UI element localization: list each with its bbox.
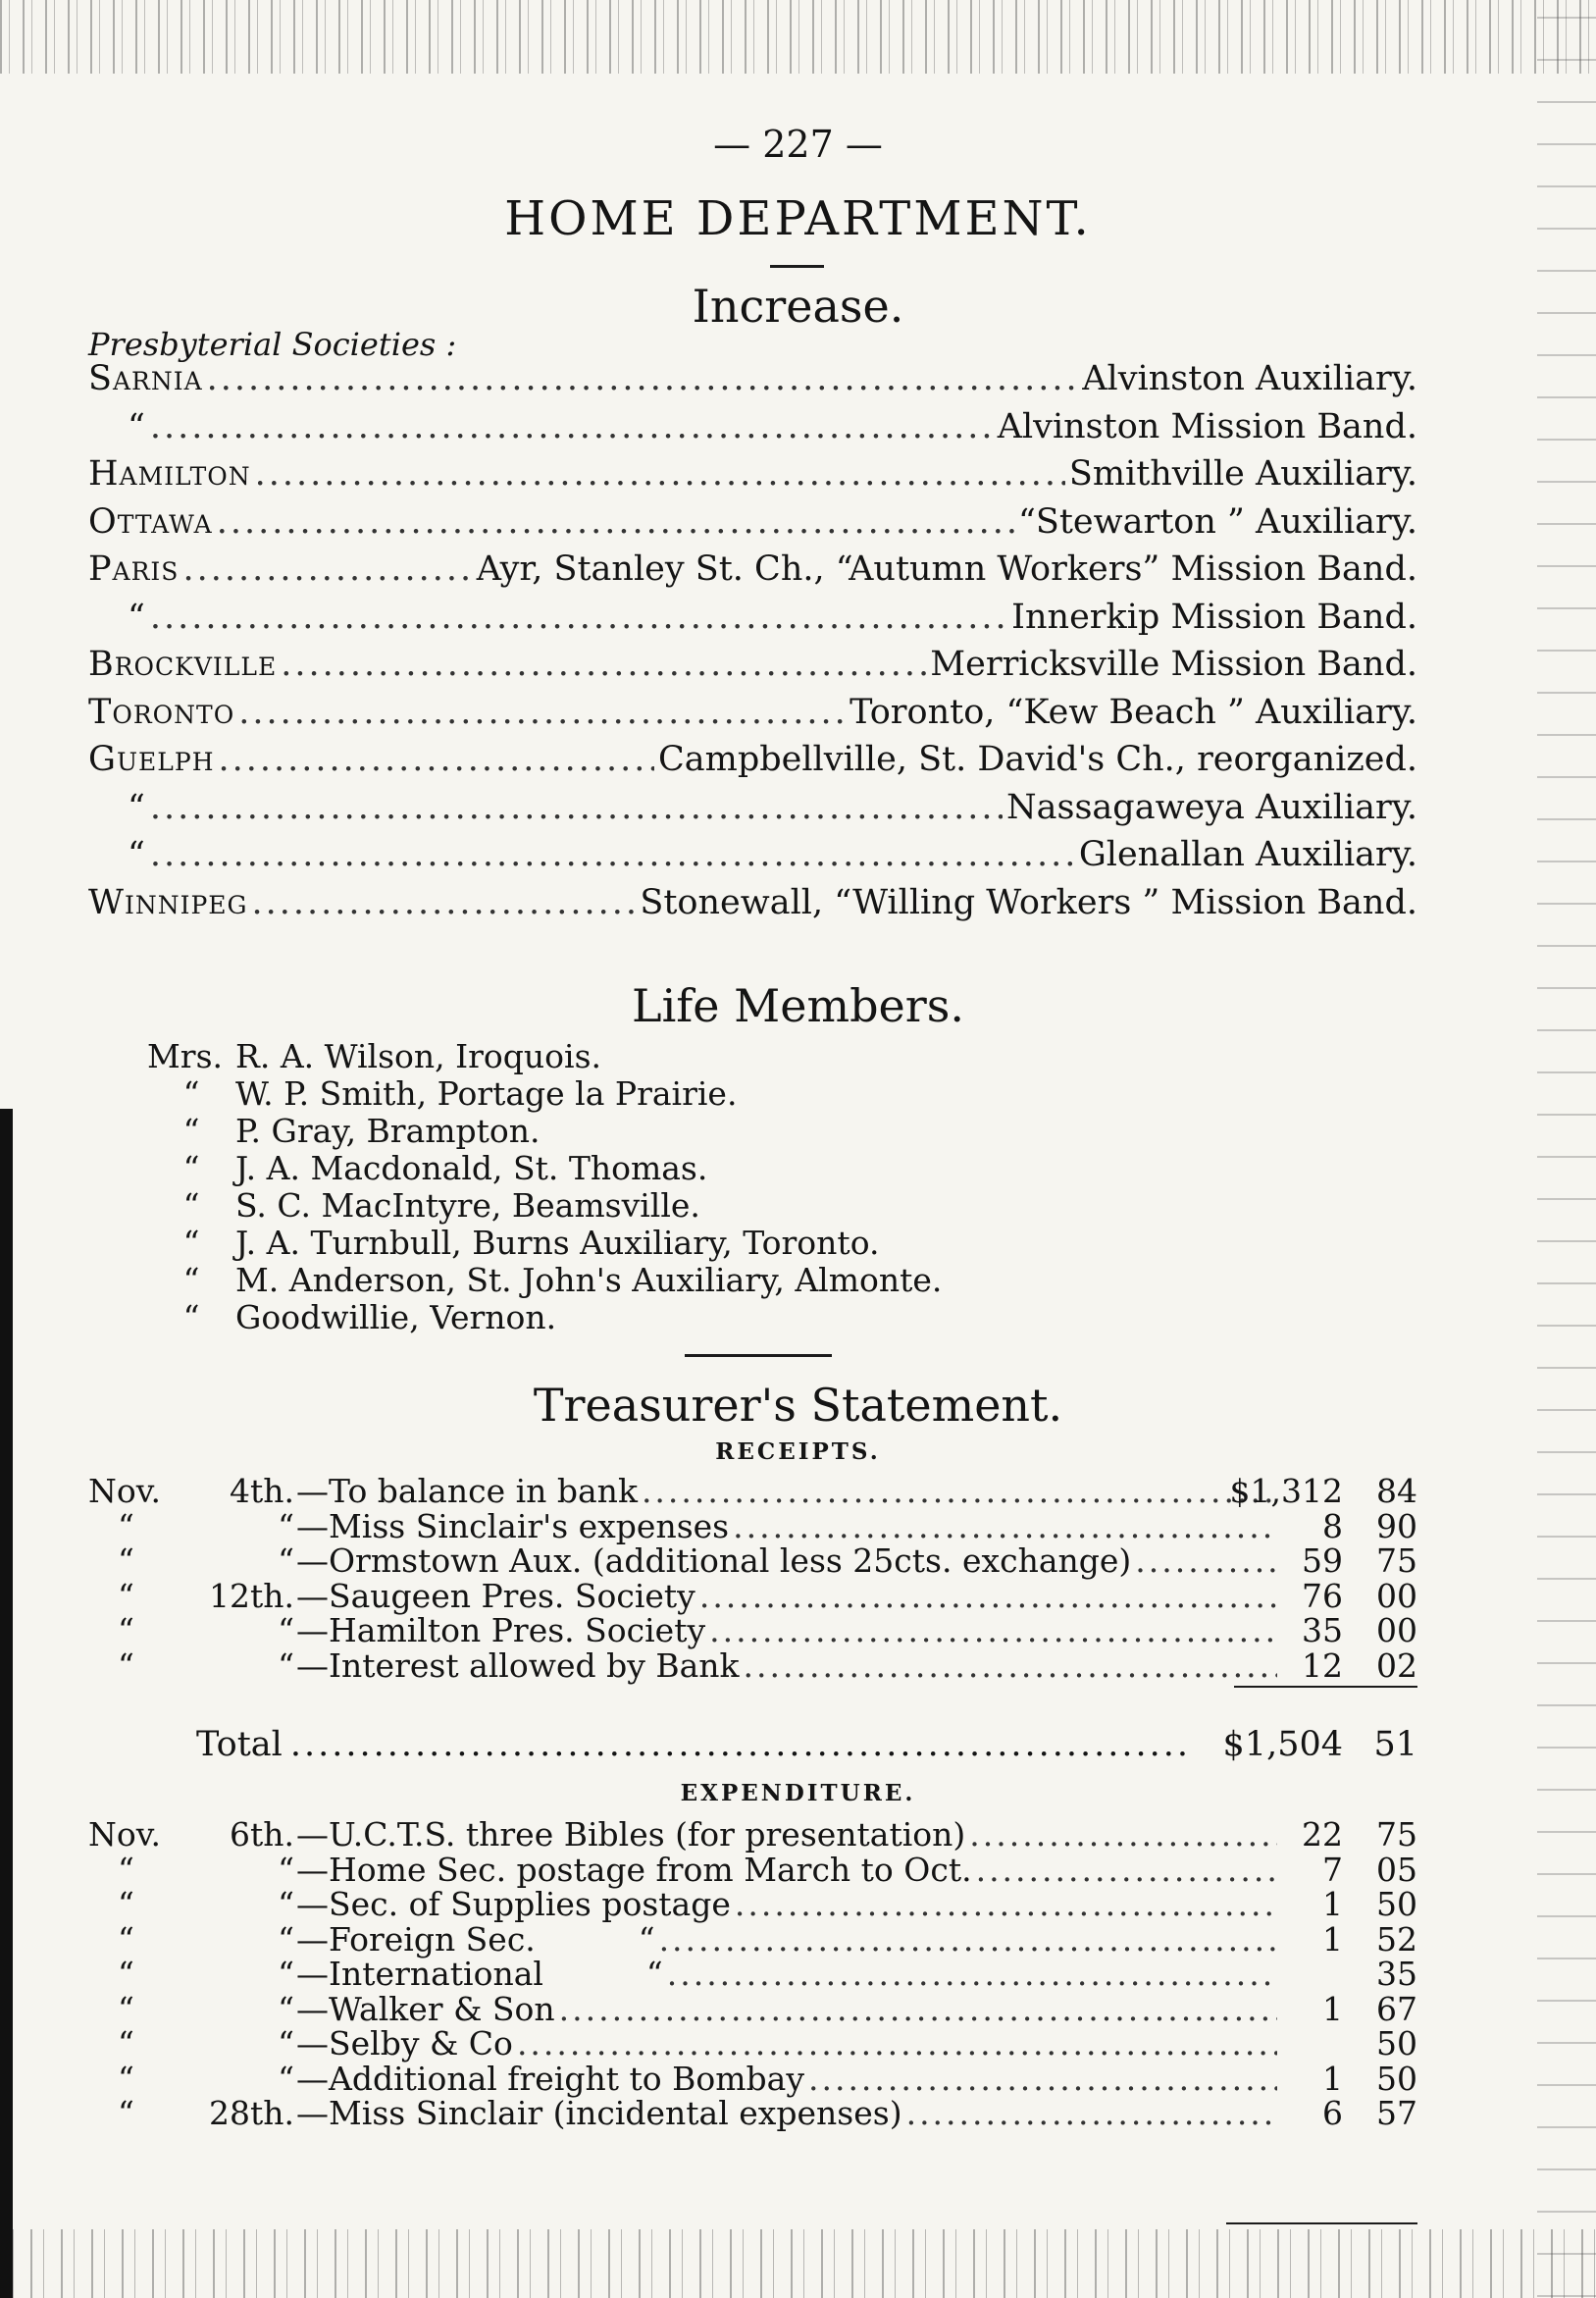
amount-cents: 50 xyxy=(1376,1885,1417,1923)
expenditure-row xyxy=(88,1851,1417,1890)
entry-day: “ xyxy=(278,1850,294,1889)
entry-description xyxy=(296,1815,1277,1854)
scan-noise-top xyxy=(0,0,1596,74)
entry-day: 6th. xyxy=(230,1815,294,1854)
description-text: —To balance in bank xyxy=(296,1472,638,1510)
member-honorific: “ xyxy=(182,1112,200,1150)
life-members-heading: Life Members. xyxy=(632,979,964,1032)
amount-dollars: 35 xyxy=(1302,1611,1343,1649)
society-entry: Toronto, “Kew Beach ” Auxiliary. xyxy=(849,692,1417,732)
entry-month: “ xyxy=(118,1645,134,1685)
description-text: —Sec. of Supplies postage xyxy=(296,1885,731,1923)
leader-dots xyxy=(699,1577,1277,1615)
entry-description xyxy=(296,1885,1277,1923)
entry-day: “ xyxy=(278,1645,294,1685)
increase-row xyxy=(88,407,1417,452)
increase-row xyxy=(88,645,1417,690)
entry-description xyxy=(296,1507,1277,1545)
member-honorific: “ xyxy=(182,1224,200,1262)
entry-description xyxy=(296,1472,1277,1510)
receipts-label: RECEIPTS. xyxy=(715,1438,881,1465)
entry-description xyxy=(296,1851,1277,1889)
society-entry: Merricksville Mission Band. xyxy=(930,645,1417,684)
amount-cents: 00 xyxy=(1376,1611,1417,1649)
entry-day: “ xyxy=(278,1885,294,1923)
entry-description xyxy=(296,1990,1277,2028)
amount-cents: 00 xyxy=(1376,1576,1417,1615)
expenditure-row xyxy=(88,1815,1417,1854)
presbytery-name: Paris xyxy=(88,549,180,589)
leader-dots xyxy=(150,407,994,446)
entry-day: “ xyxy=(278,1541,294,1580)
member-name: P. Gray, Brampton. xyxy=(235,1112,541,1150)
description-text: —Saugeen Pres. Society xyxy=(296,1576,695,1615)
amount-cents: 90 xyxy=(1376,1506,1417,1545)
life-member xyxy=(147,1149,707,1187)
expenditure-row xyxy=(88,1955,1417,1994)
amount-dollars: 6 xyxy=(1322,2094,1343,2132)
receipts-row xyxy=(88,1507,1417,1546)
receipts-row xyxy=(88,1577,1417,1616)
presbytery-name: Toronto xyxy=(88,692,235,732)
entry-month: “ xyxy=(118,1885,134,1923)
expenditure-row xyxy=(88,1920,1417,1959)
total-cents: 51 xyxy=(1373,1725,1417,1764)
amount-dollars: 22 xyxy=(1302,1815,1343,1854)
expenditure-label: EXPENDITURE. xyxy=(680,1780,916,1806)
society-entry: Campbellville, St. David's Ch., reorganized. xyxy=(658,740,1417,779)
increase-row xyxy=(88,598,1417,643)
leader-dots xyxy=(659,1920,1277,1959)
expenditure-row xyxy=(88,2024,1417,2063)
member-honorific: “ xyxy=(182,1149,200,1187)
leader-dots xyxy=(667,1955,1277,1993)
member-name: R. A. Wilson, Iroquois. xyxy=(235,1037,602,1075)
entry-month: “ xyxy=(118,1919,134,1959)
entry-day: “ xyxy=(278,1611,294,1649)
member-honorific: “ xyxy=(182,1298,200,1336)
scan-edge-left xyxy=(0,1109,13,2298)
amount-dollars: 76 xyxy=(1302,1576,1343,1615)
entry-month: “ xyxy=(118,1541,134,1580)
expenditure-row xyxy=(88,1885,1417,1924)
expenditure-row xyxy=(88,2094,1417,2133)
amount-dollars: 1 xyxy=(1322,1885,1343,1923)
society-entry: Innerkip Mission Band. xyxy=(1011,597,1417,637)
amount-dollars: 7 xyxy=(1322,1850,1343,1889)
member-name: S. C. MacIntyre, Beamsville. xyxy=(235,1186,700,1225)
entry-month: “ xyxy=(118,1506,134,1545)
leader-dots xyxy=(182,549,472,589)
amount-cents: 84 xyxy=(1376,1472,1417,1510)
entry-day: 4th. xyxy=(230,1472,294,1510)
entry-day: “ xyxy=(278,1506,294,1545)
entry-month: “ xyxy=(118,1989,134,2028)
amount-dollars: 1 xyxy=(1322,1989,1343,2028)
increase-row xyxy=(88,693,1417,738)
amount-dollars: 1 xyxy=(1322,2059,1343,2098)
society-entry: Smithville Auxiliary. xyxy=(1068,454,1417,494)
leader-dots xyxy=(252,883,637,922)
increase-row xyxy=(88,549,1417,595)
amount-cents: 52 xyxy=(1376,1919,1417,1959)
society-entry: Glenallan Auxiliary. xyxy=(1078,835,1417,874)
description-text: —Selby & Co xyxy=(296,2024,513,2063)
society-entry: Ayr, Stanley St. Ch., “Autumn Workers” Mission Band. xyxy=(476,549,1417,589)
presbytery-name: “ xyxy=(128,835,146,874)
description-text: —Interest allowed by Bank xyxy=(296,1645,740,1685)
entry-day: “ xyxy=(278,1919,294,1959)
member-honorific: Mrs. xyxy=(147,1037,223,1075)
description-text: —Foreign Sec. “ xyxy=(296,1919,655,1959)
total-row xyxy=(196,1725,1417,1770)
entry-description xyxy=(296,1611,1277,1649)
member-name: J. A. Turnbull, Burns Auxiliary, Toronto. xyxy=(235,1224,880,1262)
presbytery-name: Brockville xyxy=(88,645,278,684)
life-member xyxy=(147,1261,942,1299)
increase-row xyxy=(88,835,1417,880)
leader-dots xyxy=(217,502,1014,542)
society-entry: Alvinston Mission Band. xyxy=(997,406,1417,446)
description-text: —Home Sec. postage from March to Oct. xyxy=(296,1850,972,1889)
amount-cents: 75 xyxy=(1376,1815,1417,1854)
increase-row xyxy=(88,502,1417,548)
description-text: —Ormstown Aux. (additional less 25cts. exchange) xyxy=(296,1541,1132,1580)
description-text: —International “ xyxy=(296,1955,663,1993)
amount-cents: 05 xyxy=(1376,1850,1417,1889)
page-number: — 227 — xyxy=(713,123,883,166)
increase-row xyxy=(88,359,1417,404)
member-name: M. Anderson, St. John's Auxiliary, Almonte. xyxy=(235,1261,943,1299)
presbytery-name: Winnipeg xyxy=(88,882,248,922)
entry-description xyxy=(296,1541,1277,1580)
life-member xyxy=(147,1112,541,1150)
description-text: —Miss Sinclair (incidental expenses) xyxy=(296,2094,902,2132)
amount-cents: 50 xyxy=(1376,2024,1417,2063)
entry-day: “ xyxy=(278,2059,294,2098)
entry-month: Nov. xyxy=(88,1472,161,1510)
society-entry: “Stewarton ” Auxiliary. xyxy=(1017,501,1417,542)
entry-description xyxy=(296,2060,1277,2098)
expenditure-row xyxy=(88,1990,1417,2029)
amount-cents: 35 xyxy=(1376,1955,1417,1993)
description-text: —Hamilton Pres. Society xyxy=(296,1611,706,1649)
total-rule xyxy=(1234,1686,1417,1688)
total-dollars: $1,504 xyxy=(1222,1725,1343,1764)
entry-description xyxy=(296,2094,1277,2132)
presbytery-name: “ xyxy=(128,406,146,446)
entry-month: “ xyxy=(118,1955,134,1993)
amount-cents: 67 xyxy=(1376,1989,1417,2028)
entry-description xyxy=(296,1955,1277,1993)
increase-row xyxy=(88,740,1417,785)
member-honorific: “ xyxy=(182,1261,200,1299)
amount-dollars: 1 xyxy=(1322,1919,1343,1959)
entry-month: Nov. xyxy=(88,1815,161,1854)
entry-day: “ xyxy=(278,1955,294,1993)
leader-dots xyxy=(281,645,926,684)
receipts-row xyxy=(88,1646,1417,1686)
member-name: Goodwillie, Vernon. xyxy=(235,1298,557,1336)
society-entry: Nassagaweya Auxiliary. xyxy=(1006,787,1417,827)
description-text: —U.C.T.S. three Bibles (for presentation) xyxy=(296,1815,966,1854)
section-rule xyxy=(685,1354,832,1357)
presbytery-name: Hamilton xyxy=(88,454,251,494)
entry-description xyxy=(296,1920,1277,1959)
amount-cents: 02 xyxy=(1376,1645,1417,1685)
entry-description xyxy=(296,1646,1277,1685)
expenditure-row xyxy=(88,2060,1417,2099)
amount-dollars: 8 xyxy=(1322,1506,1343,1545)
entry-description xyxy=(296,2024,1277,2063)
member-honorific: “ xyxy=(182,1074,200,1113)
treasurer-heading: Treasurer's Statement. xyxy=(533,1379,1063,1432)
description-text: —Additional freight to Bombay xyxy=(296,2059,804,2098)
leader-dots xyxy=(150,835,1075,874)
presbyterial-label: Presbyterial Societies : xyxy=(88,326,457,363)
total-label: Total xyxy=(196,1725,283,1764)
title-rule xyxy=(770,265,824,268)
presbytery-name: “ xyxy=(128,597,146,637)
life-member xyxy=(147,1224,879,1262)
life-member xyxy=(147,1037,601,1075)
amount-dollars: 12 xyxy=(1302,1645,1343,1685)
life-member xyxy=(147,1298,556,1336)
entry-description xyxy=(296,1577,1277,1615)
receipts-row xyxy=(88,1611,1417,1650)
leader-dots xyxy=(238,693,846,732)
description-text: —Miss Sinclair's expenses xyxy=(296,1506,730,1545)
entry-day: “ xyxy=(278,1989,294,2028)
description-text: —Walker & Son xyxy=(296,1989,555,2028)
entry-month: “ xyxy=(118,2094,134,2132)
entry-month: “ xyxy=(118,2024,134,2063)
member-name: J. A. Macdonald, St. Thomas. xyxy=(235,1149,708,1187)
amount-cents: 50 xyxy=(1376,2059,1417,2098)
leader-dots xyxy=(150,788,1003,827)
presbytery-name: Ottawa xyxy=(88,501,213,542)
life-member xyxy=(147,1186,700,1225)
entry-month: “ xyxy=(118,2059,134,2098)
entry-month: “ xyxy=(118,1576,134,1615)
amount-cents: 75 xyxy=(1376,1541,1417,1580)
entry-day: “ xyxy=(278,2024,294,2063)
increase-heading: Increase. xyxy=(692,280,904,333)
entry-day: 28th. xyxy=(209,2094,294,2132)
leader-dots xyxy=(150,598,1007,637)
increase-row xyxy=(88,454,1417,499)
entry-month: “ xyxy=(118,1611,134,1649)
bottom-rule xyxy=(1226,2222,1417,2224)
society-entry: Alvinston Auxiliary. xyxy=(1082,359,1417,398)
amount-cents: 57 xyxy=(1376,2094,1417,2132)
leader-dots xyxy=(219,740,654,779)
member-honorific: “ xyxy=(182,1186,200,1225)
entry-day: 12th. xyxy=(209,1576,294,1615)
receipts-row xyxy=(88,1472,1417,1511)
leader-dots xyxy=(517,2024,1277,2063)
presbytery-name: “ xyxy=(128,787,146,827)
department-title: HOME DEPARTMENT. xyxy=(504,191,1092,246)
life-member xyxy=(147,1074,737,1113)
scan-noise-right xyxy=(1537,0,1596,2298)
presbytery-name: Guelph xyxy=(88,740,215,779)
amount-dollars: 59 xyxy=(1302,1541,1343,1580)
increase-row xyxy=(88,788,1417,833)
leader-dots xyxy=(255,454,1065,494)
leader-dots xyxy=(642,1472,1277,1510)
increase-row xyxy=(88,883,1417,928)
leader-dots xyxy=(709,1611,1277,1649)
presbytery-name: Sarnia xyxy=(88,359,203,398)
leader-dots xyxy=(559,1990,1277,2028)
member-name: W. P. Smith, Portage la Prairie. xyxy=(235,1074,738,1113)
leader-dots xyxy=(290,1725,1188,1764)
entry-month: “ xyxy=(118,1850,134,1889)
society-entry: Stonewall, “Willing Workers ” Mission Band. xyxy=(640,882,1417,922)
leader-dots xyxy=(207,359,1079,398)
scan-noise-bottom xyxy=(0,2229,1596,2298)
receipts-row xyxy=(88,1541,1417,1581)
amount-dollars: $1,312 xyxy=(1229,1472,1343,1510)
